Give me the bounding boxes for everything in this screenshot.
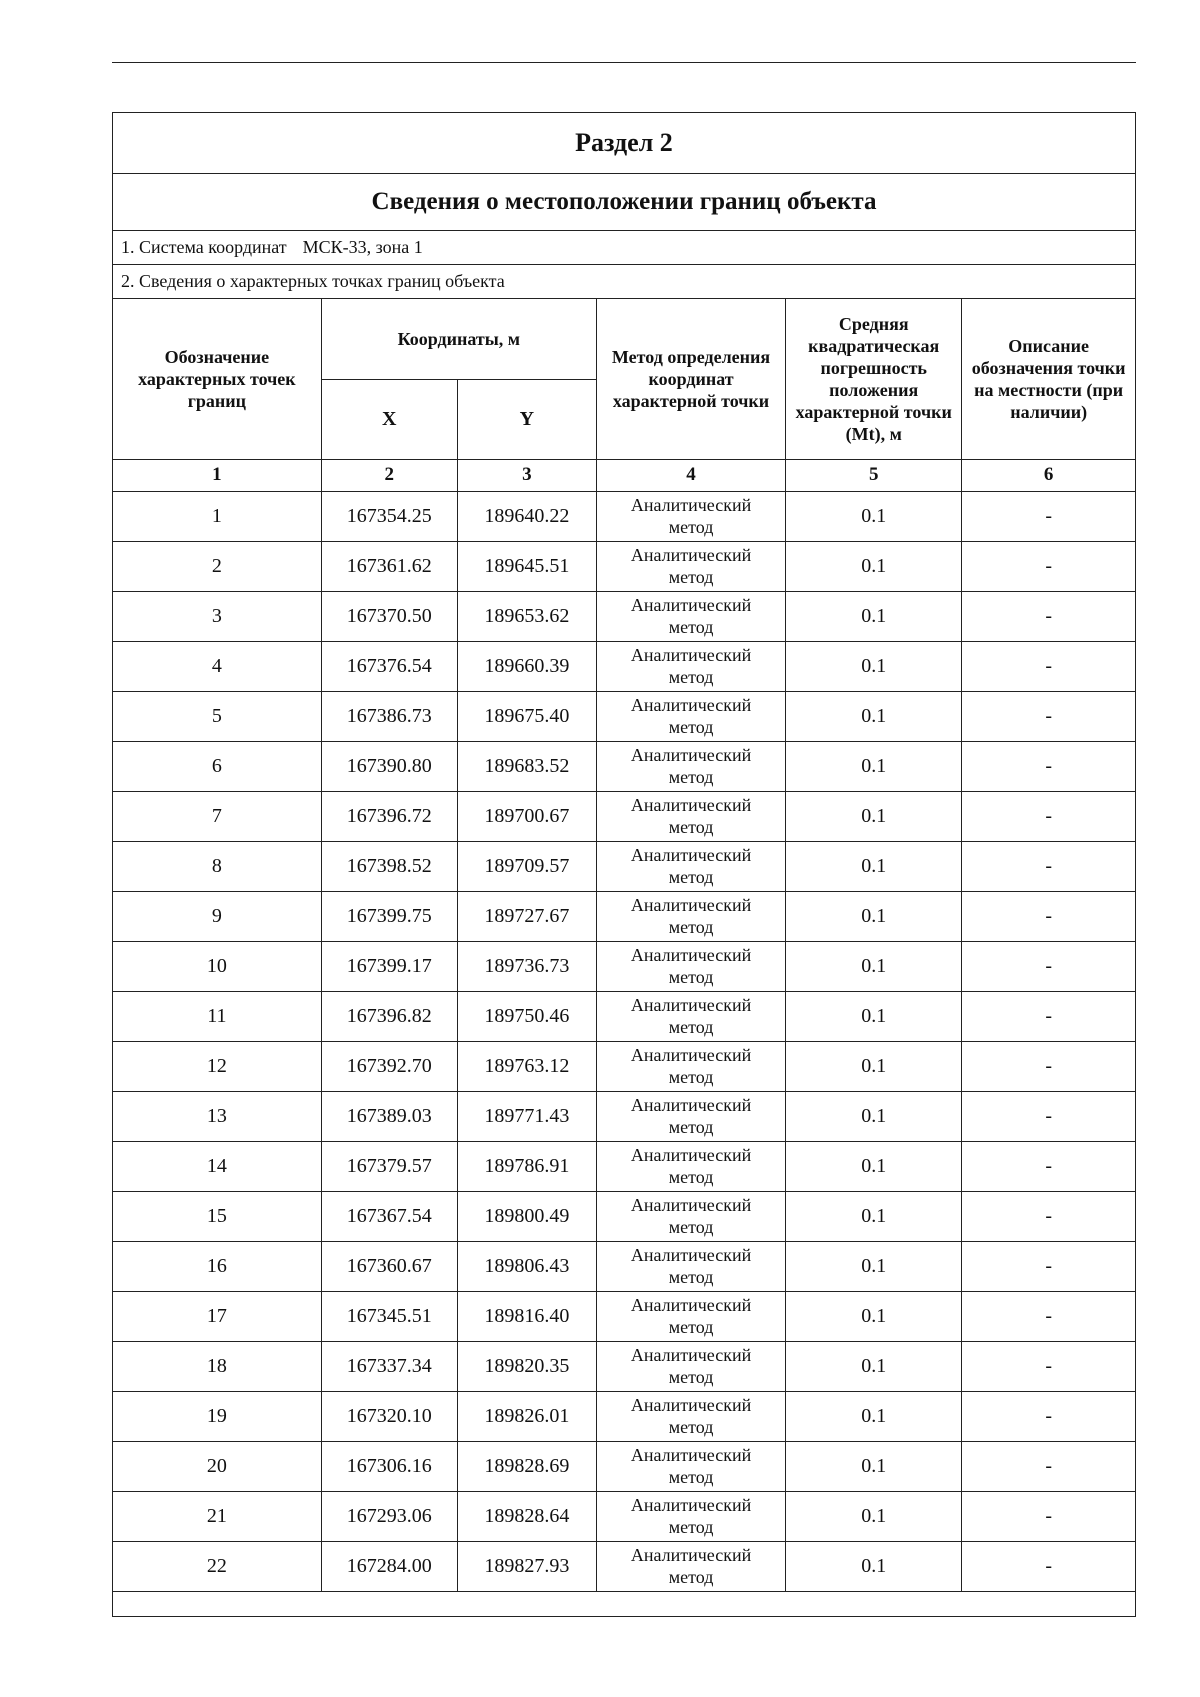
page-top-rule [112, 62, 1136, 63]
description-cell: - [962, 1541, 1135, 1591]
error-cell: 0.1 [786, 941, 962, 991]
x-coordinate-cell: 167376.54 [321, 641, 457, 691]
method-cell [596, 991, 785, 1041]
table-row [113, 1491, 1135, 1541]
point-number-cell: 5 [113, 691, 321, 741]
error-cell: 0.1 [786, 1141, 962, 1191]
x-coordinate-cell: 167284.00 [321, 1541, 457, 1591]
table-row [113, 791, 1135, 841]
table-row [113, 1441, 1135, 1491]
y-coordinate-cell: 189727.67 [457, 891, 596, 941]
method-line-1: Аналитический [630, 495, 752, 515]
description-cell: - [962, 1041, 1135, 1091]
description-cell: - [962, 1091, 1135, 1141]
y-coordinate-cell: 189675.40 [457, 691, 596, 741]
method-cell [596, 791, 785, 841]
point-number-cell: 21 [113, 1491, 321, 1541]
error-cell: 0.1 [786, 591, 962, 641]
description-cell: - [962, 691, 1135, 741]
column-number: 5 [786, 459, 962, 491]
x-coordinate-cell: 167396.72 [321, 791, 457, 841]
method-cell [596, 1191, 785, 1241]
error-cell: 0.1 [786, 1491, 962, 1541]
x-coordinate-cell: 167306.16 [321, 1441, 457, 1491]
method-cell [596, 691, 785, 741]
x-coordinate-cell: 167370.50 [321, 591, 457, 641]
method-cell [596, 591, 785, 641]
method-line-2: метод [668, 1117, 714, 1137]
method-line-1: Аналитический [630, 895, 752, 915]
method-line-2: метод [668, 1567, 714, 1587]
error-cell: 0.1 [786, 1291, 962, 1341]
table-row [113, 591, 1135, 641]
method-cell [596, 1291, 785, 1341]
y-coordinate-cell: 189653.62 [457, 591, 596, 641]
point-number-cell: 16 [113, 1241, 321, 1291]
method-line-1: Аналитический [630, 1045, 752, 1065]
coord-system-label: 1. Система координат [121, 237, 287, 257]
point-number-cell: 17 [113, 1291, 321, 1341]
x-coordinate-cell: 167390.80 [321, 741, 457, 791]
method-line-2: метод [668, 767, 714, 787]
method-line-2: метод [668, 1517, 714, 1537]
point-number-cell: 11 [113, 991, 321, 1041]
description-cell: - [962, 841, 1135, 891]
method-line-2: метод [668, 567, 714, 587]
method-line-1: Аналитический [630, 1345, 752, 1365]
point-number-cell: 1 [113, 491, 321, 541]
column-number: 3 [457, 459, 596, 491]
y-coordinate-cell: 189763.12 [457, 1041, 596, 1091]
method-cell [596, 891, 785, 941]
table-row [113, 1241, 1135, 1291]
point-number-cell: 22 [113, 1541, 321, 1591]
column-number-row [113, 459, 1135, 491]
method-line-2: метод [668, 1417, 714, 1437]
x-coordinate-cell: 167399.75 [321, 891, 457, 941]
method-line-2: метод [668, 1267, 714, 1287]
header-x: X [321, 379, 457, 459]
table-row [113, 541, 1135, 591]
description-cell: - [962, 791, 1135, 841]
y-coordinate-cell: 189736.73 [457, 941, 596, 991]
error-cell: 0.1 [786, 891, 962, 941]
method-line-2: метод [668, 917, 714, 937]
section-subtitle: Сведения о местоположении границ объекта [113, 174, 1135, 231]
method-line-1: Аналитический [630, 795, 752, 815]
method-line-1: Аналитический [630, 1395, 752, 1415]
method-cell [596, 1491, 785, 1541]
points-title-line [113, 265, 1135, 299]
method-line-2: метод [668, 667, 714, 687]
method-line-1: Аналитический [630, 545, 752, 565]
method-line-2: метод [668, 1067, 714, 1087]
method-line-1: Аналитический [630, 695, 752, 715]
section-title: Раздел 2 [113, 113, 1135, 174]
method-line-2: метод [668, 1217, 714, 1237]
error-cell: 0.1 [786, 1241, 962, 1291]
description-cell: - [962, 1341, 1135, 1391]
method-line-2: метод [668, 517, 714, 537]
x-coordinate-cell: 167379.57 [321, 1141, 457, 1191]
header-point: Обозначение характерных точек границ [113, 299, 321, 459]
error-cell: 0.1 [786, 1041, 962, 1091]
column-number: 1 [113, 459, 321, 491]
point-number-cell: 14 [113, 1141, 321, 1191]
x-coordinate-cell: 167337.34 [321, 1341, 457, 1391]
method-line-2: метод [668, 867, 714, 887]
description-cell: - [962, 1391, 1135, 1441]
description-cell: - [962, 1441, 1135, 1491]
x-coordinate-cell: 167354.25 [321, 491, 457, 541]
table-row [113, 1391, 1135, 1441]
method-line-1: Аналитический [630, 1095, 752, 1115]
method-cell [596, 1241, 785, 1291]
y-coordinate-cell: 189700.67 [457, 791, 596, 841]
x-coordinate-cell: 167320.10 [321, 1391, 457, 1441]
method-line-2: метод [668, 1017, 714, 1037]
y-coordinate-cell: 189828.69 [457, 1441, 596, 1491]
method-cell [596, 1541, 785, 1591]
header-description: Описание обозначения точки на местности (при наличии) [962, 299, 1135, 459]
table-row [113, 1191, 1135, 1241]
error-cell: 0.1 [786, 641, 962, 691]
description-cell: - [962, 741, 1135, 791]
y-coordinate-cell: 189771.43 [457, 1091, 596, 1141]
point-number-cell: 12 [113, 1041, 321, 1091]
method-line-1: Аналитический [630, 645, 752, 665]
table-row [113, 1041, 1135, 1091]
x-coordinate-cell: 167399.17 [321, 941, 457, 991]
error-cell: 0.1 [786, 841, 962, 891]
table-row [113, 1291, 1135, 1341]
y-coordinate-cell: 189827.93 [457, 1541, 596, 1591]
description-cell: - [962, 541, 1135, 591]
method-line-2: метод [668, 617, 714, 637]
error-cell: 0.1 [786, 491, 962, 541]
point-number-cell: 13 [113, 1091, 321, 1141]
header-y: Y [457, 379, 596, 459]
error-cell: 0.1 [786, 1391, 962, 1441]
method-cell [596, 641, 785, 691]
x-coordinate-cell: 167386.73 [321, 691, 457, 741]
y-coordinate-cell: 189816.40 [457, 1291, 596, 1341]
coord-system-value: МСК-33, зона 1 [302, 237, 423, 257]
description-cell: - [962, 1241, 1135, 1291]
description-cell: - [962, 991, 1135, 1041]
x-coordinate-cell: 167392.70 [321, 1041, 457, 1091]
y-coordinate-cell: 189806.43 [457, 1241, 596, 1291]
point-number-cell: 3 [113, 591, 321, 641]
method-line-2: метод [668, 1467, 714, 1487]
table-row [113, 691, 1135, 741]
table-row [113, 641, 1135, 691]
method-line-2: метод [668, 967, 714, 987]
method-line-2: метод [668, 717, 714, 737]
y-coordinate-cell: 189640.22 [457, 491, 596, 541]
y-coordinate-cell: 189660.39 [457, 641, 596, 691]
table-row [113, 1091, 1135, 1141]
method-cell [596, 1041, 785, 1091]
description-cell: - [962, 1291, 1135, 1341]
method-line-1: Аналитический [630, 595, 752, 615]
table-row [113, 891, 1135, 941]
method-cell [596, 541, 785, 591]
y-coordinate-cell: 189800.49 [457, 1191, 596, 1241]
y-coordinate-cell: 189820.35 [457, 1341, 596, 1391]
points-table [113, 299, 1135, 1592]
method-line-1: Аналитический [630, 1495, 752, 1515]
column-number: 4 [596, 459, 785, 491]
method-cell [596, 1441, 785, 1491]
y-coordinate-cell: 189826.01 [457, 1391, 596, 1441]
table-row [113, 491, 1135, 541]
description-cell: - [962, 491, 1135, 541]
table-row [113, 941, 1135, 991]
method-cell [596, 1341, 785, 1391]
x-coordinate-cell: 167398.52 [321, 841, 457, 891]
point-number-cell: 4 [113, 641, 321, 691]
error-cell: 0.1 [786, 1191, 962, 1241]
method-line-1: Аналитический [630, 1195, 752, 1215]
error-cell: 0.1 [786, 1541, 962, 1591]
method-cell [596, 1091, 785, 1141]
header-method: Метод определения координат характерной точки [596, 299, 785, 459]
method-cell [596, 841, 785, 891]
table-tail [113, 1592, 1135, 1616]
table-row [113, 841, 1135, 891]
error-cell: 0.1 [786, 691, 962, 741]
method-cell [596, 491, 785, 541]
coord-system-line [113, 231, 1135, 265]
description-cell: - [962, 591, 1135, 641]
section-frame [112, 112, 1136, 1617]
point-number-cell: 6 [113, 741, 321, 791]
point-number-cell: 19 [113, 1391, 321, 1441]
description-cell: - [962, 941, 1135, 991]
method-line-2: метод [668, 1317, 714, 1337]
description-cell: - [962, 641, 1135, 691]
error-cell: 0.1 [786, 991, 962, 1041]
x-coordinate-cell: 167361.62 [321, 541, 457, 591]
points-title: 2. Сведения о характерных точках границ объекта [121, 271, 505, 291]
point-number-cell: 10 [113, 941, 321, 991]
y-coordinate-cell: 189786.91 [457, 1141, 596, 1191]
x-coordinate-cell: 167396.82 [321, 991, 457, 1041]
column-number: 2 [321, 459, 457, 491]
error-cell: 0.1 [786, 741, 962, 791]
error-cell: 0.1 [786, 1441, 962, 1491]
error-cell: 0.1 [786, 1341, 962, 1391]
header-error: Средняя квадратическая погрешность положения характерной точки (Mt), м [786, 299, 962, 459]
method-line-2: метод [668, 1167, 714, 1187]
description-cell: - [962, 891, 1135, 941]
error-cell: 0.1 [786, 1091, 962, 1141]
description-cell: - [962, 1491, 1135, 1541]
x-coordinate-cell: 167389.03 [321, 1091, 457, 1141]
table-row [113, 741, 1135, 791]
point-number-cell: 15 [113, 1191, 321, 1241]
error-cell: 0.1 [786, 791, 962, 841]
method-line-1: Аналитический [630, 945, 752, 965]
method-line-1: Аналитический [630, 845, 752, 865]
point-number-cell: 9 [113, 891, 321, 941]
method-line-2: метод [668, 817, 714, 837]
point-number-cell: 20 [113, 1441, 321, 1491]
method-line-1: Аналитический [630, 1245, 752, 1265]
method-cell [596, 1141, 785, 1191]
method-cell [596, 941, 785, 991]
table-row [113, 1541, 1135, 1591]
y-coordinate-cell: 189683.52 [457, 741, 596, 791]
table-row [113, 1341, 1135, 1391]
y-coordinate-cell: 189828.64 [457, 1491, 596, 1541]
method-line-1: Аналитический [630, 1145, 752, 1165]
y-coordinate-cell: 189709.57 [457, 841, 596, 891]
method-line-2: метод [668, 1367, 714, 1387]
y-coordinate-cell: 189645.51 [457, 541, 596, 591]
point-number-cell: 2 [113, 541, 321, 591]
y-coordinate-cell: 189750.46 [457, 991, 596, 1041]
description-cell: - [962, 1141, 1135, 1191]
description-cell: - [962, 1191, 1135, 1241]
point-number-cell: 8 [113, 841, 321, 891]
method-cell [596, 741, 785, 791]
x-coordinate-cell: 167345.51 [321, 1291, 457, 1341]
method-cell [596, 1391, 785, 1441]
table-row [113, 991, 1135, 1041]
x-coordinate-cell: 167360.67 [321, 1241, 457, 1291]
point-number-cell: 7 [113, 791, 321, 841]
method-line-1: Аналитический [630, 745, 752, 765]
table-row [113, 1141, 1135, 1191]
column-number: 6 [962, 459, 1135, 491]
method-line-1: Аналитический [630, 995, 752, 1015]
x-coordinate-cell: 167293.06 [321, 1491, 457, 1541]
x-coordinate-cell: 167367.54 [321, 1191, 457, 1241]
error-cell: 0.1 [786, 541, 962, 591]
method-line-1: Аналитический [630, 1295, 752, 1315]
point-number-cell: 18 [113, 1341, 321, 1391]
method-line-1: Аналитический [630, 1545, 752, 1565]
header-coords: Координаты, м [321, 299, 596, 379]
method-line-1: Аналитический [630, 1445, 752, 1465]
